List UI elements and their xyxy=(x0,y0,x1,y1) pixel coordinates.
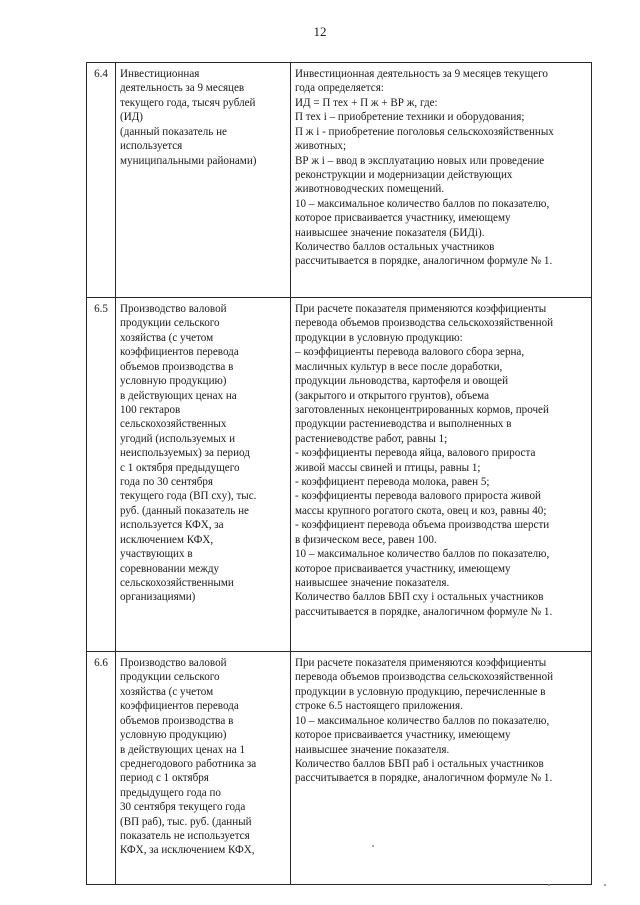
description-paragraph: ВР ж i – ввод в эксплуатацию новых или проведение реконструкции и модернизации действующих животноводческих помещений. xyxy=(295,154,545,196)
indicator-table xyxy=(86,62,592,885)
description-paragraph: П тех i – приобретение техники и оборудования; xyxy=(295,111,525,124)
indicator-name-text: Производство валовой продукции сельского хозяйства (с учетом коэффициентов перевода объемов производства в условную продукцию) в действующих ценах на 1 среднегодового работника за период с 1 октября предыдущего года по 30 сентября текущего года (ВП раб), тыс. руб. (данный показатель не используется КФХ, за исключением КФХ, xyxy=(120,657,257,857)
row-number: 6.5 xyxy=(87,298,116,652)
indicator-name-text: Инвестиционная деятельность за 9 месяцев текущего года, тысяч рублей (ИД) (данный показатель не используется муниципальными районами) xyxy=(120,68,257,167)
indicator-description xyxy=(291,63,592,298)
row-number: 6.4 xyxy=(87,63,116,298)
scan-speck xyxy=(604,884,606,886)
indicator-name xyxy=(116,652,291,885)
description-paragraph: – коэффициенты перевода валового сбора зерна, масличных культур в весе после доработки, продукции льноводства, картофеля и овощей (закрытого и открытого грунтов), объема заготовленных неконцентрированных кормов, прочей продукции растениеводства и выполненных в растениеводстве работ, равны 1; xyxy=(295,346,549,445)
description-paragraph: 10 – максимальное количество баллов по показателю, которое присваивается участнику, имеющему наивысшее значение показателя. xyxy=(295,548,550,590)
description-paragraph: При расчете показателя применяются коэффициенты перевода объемов производства сельскохозяйственной продукции в условную продукцию: xyxy=(295,303,554,344)
table-row xyxy=(87,652,592,885)
description-paragraph: 10 – максимальное количество баллов по показателю, которое присваивается участнику, имеющему наивысшее значение показателя (БИДi). xyxy=(295,197,550,239)
indicator-description xyxy=(291,652,592,885)
description-paragraph: Количество баллов БВП схy i остальных участников рассчитывается в порядке, аналогичном формуле № 1. xyxy=(295,591,553,618)
indicator-name xyxy=(116,298,291,652)
description-paragraph: 10 – максимальное количество баллов по показателю, которое присваивается участнику, имеющему наивысшее значение показателя. xyxy=(295,714,550,756)
description-paragraph: Количество баллов остальных участников рассчитывается в порядке, аналогичном формуле № 1. xyxy=(295,241,553,268)
description-paragraph: - коэффициент перевода объема производства шерсти в физическом весе, равен 100. xyxy=(295,519,550,546)
description-paragraph: - коэффициенты перевода яйца, валового прироста живой массы свиней и птицы, равны 1; xyxy=(295,447,536,474)
table-row xyxy=(87,298,592,652)
row-number: 6.6 xyxy=(87,652,116,885)
table-row xyxy=(87,63,592,298)
indicator-name-text: Производство валовой продукции сельского хозяйства (с учетом коэффициентов перевода объемов производства в условную продукцию) в действующих ценах на 100 гектаров сельскохозяйственных угодий (используемых и неиспользуемых) за период с 1 октября предыдущего года по 30 сентября текущего года (ВП схy), тыс. руб. (данный показатель не используется КФХ, за исключением КФХ, участвующих в соревновании между сельскохозяйственными организациями) xyxy=(120,303,257,604)
indicator-description xyxy=(291,298,592,652)
description-paragraph: - коэффициенты перевода валового прироста живой массы крупного рогатого скота, овец и коз, равны 40; xyxy=(295,490,547,517)
indicator-name xyxy=(116,63,291,298)
description-paragraph: При расчете показателя применяются коэффициенты перевода объемов производства сельскохозяйственной продукции в условную продукцию, перечисленные в строке 6.5 настоящего приложения. xyxy=(295,657,554,713)
description-paragraph: ИД = П тех + П ж + ВР ж, где: xyxy=(295,96,438,109)
description-paragraph: - коэффициент перевода молока, равен 5; xyxy=(295,476,490,489)
page-number: 12 xyxy=(313,24,327,39)
description-paragraph: П ж i - приобретение поголовья сельскохозяйственных животных; xyxy=(295,125,554,153)
scan-speck xyxy=(372,845,374,847)
description-paragraph: Инвестиционная деятельность за 9 месяцев текущего года определяется: xyxy=(295,68,548,95)
scan-speck xyxy=(548,884,550,886)
description-paragraph: Количество баллов БВП раб i остальных участников рассчитывается в порядке, аналогичном формуле № 1. xyxy=(295,757,553,785)
